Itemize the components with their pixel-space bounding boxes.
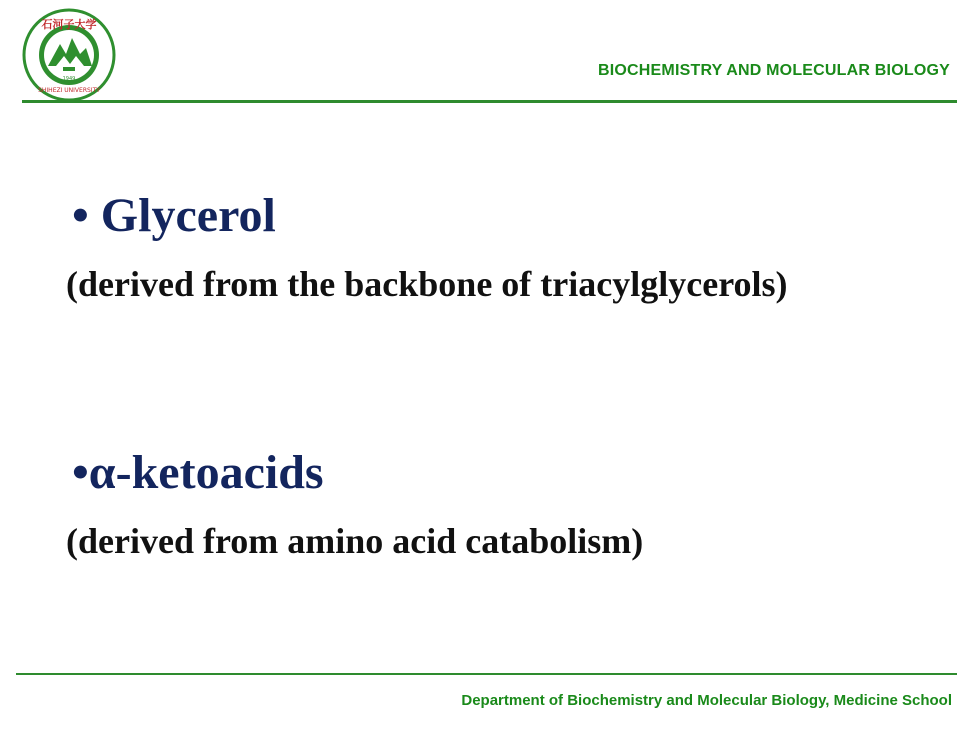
header-divider <box>22 100 957 103</box>
header-title: BIOCHEMISTRY AND MOLECULAR BIOLOGY <box>598 62 950 79</box>
seal-top-text: 石河子大学 <box>41 18 97 31</box>
bullet-heading-ketoacids: •α-ketoacids <box>72 446 324 499</box>
seal-year: 1949 <box>62 76 76 82</box>
bullet-note-glycerol: (derived from the backbone of triacylglycerols) <box>66 264 788 304</box>
bullet-note-ketoacids: (derived from amino acid catabolism) <box>66 521 644 561</box>
footer-divider <box>16 673 957 675</box>
university-seal-icon <box>22 8 116 102</box>
bullet-heading-glycerol: • Glycerol <box>72 189 276 242</box>
footer-text: Department of Biochemistry and Molecular Biology, Medicine School <box>461 692 952 709</box>
seal-bottom-text: SHIHEZI UNIVERSITY <box>38 87 100 94</box>
